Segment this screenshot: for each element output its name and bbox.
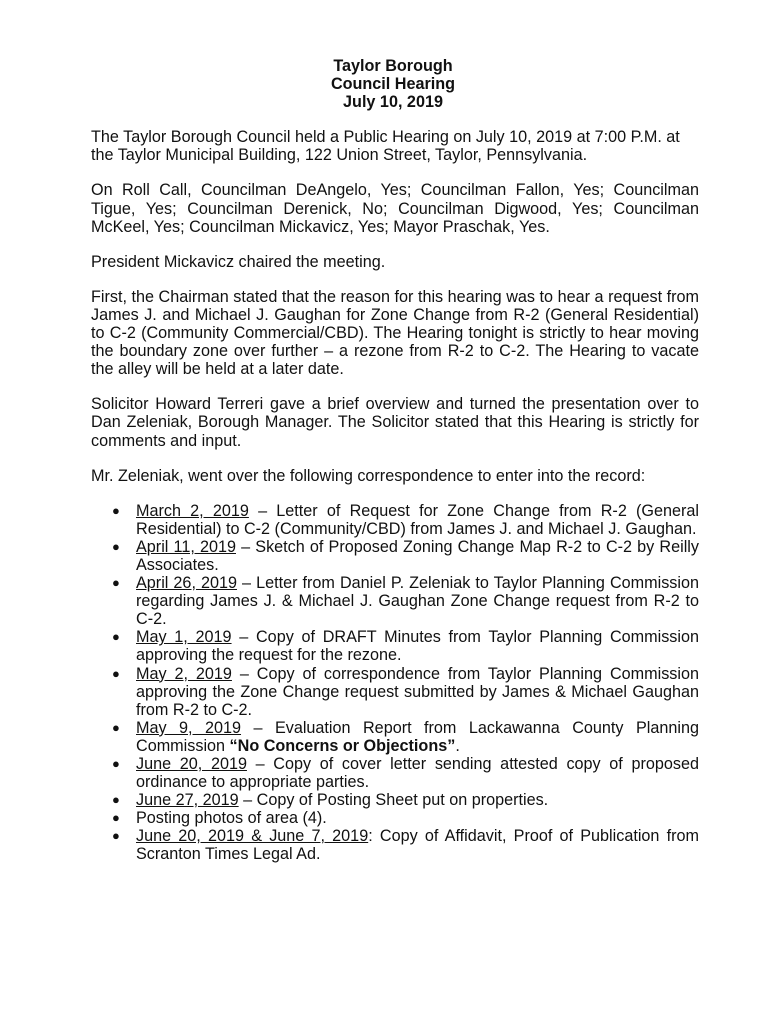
item-text: – Sketch of Proposed Zoning Change Map R-2 to C-2 by Reilly Associates.: [136, 537, 699, 574]
item-text: – Copy of correspondence from Taylor Planning Commission approving the Zone Change request submitted by James & Michael Gaughan from R-2 to C-2.: [136, 664, 699, 719]
item-date: April 26, 2019: [136, 574, 237, 593]
item-date: March 2, 2019: [136, 501, 249, 520]
item-text: : Copy of Affidavit, Proof of Publication from Scranton Times Legal Ad.: [136, 827, 699, 864]
list-item: [91, 574, 699, 628]
bullet-icon: ●: [112, 502, 120, 518]
item-date: June 20, 2019: [136, 755, 247, 773]
title-borough: Taylor Borough: [333, 57, 453, 75]
bullet-icon: ●: [112, 629, 120, 645]
list-item: [91, 538, 699, 574]
bullet-icon: ●: [112, 792, 120, 808]
item-text: – Letter of Request for Zone Change from R-2 (General Residential) to C-2 (Community/CBD) from James J. and Michael J. Gaughan.: [136, 501, 699, 538]
item-text: – Evaluation Report from Lackawanna County Planning Commission: [136, 718, 699, 755]
bullet-icon: ●: [112, 665, 120, 681]
item-date: April 11, 2019: [136, 537, 236, 556]
item-text: – Copy of Posting Sheet put on properties.: [238, 791, 549, 810]
document-title: [87, 57, 699, 111]
item-text: – Letter from Daniel P. Zeleniak to Taylor Planning Commission regarding James J. & Michael J. Gaughan Zone Change request from R-2 to C-2.: [136, 574, 699, 629]
solicitor-paragraph: Solicitor Howard Terreri gave a brief overview and turned the presentation over to Dan Zeleniak, Borough Manager. The Solicitor stated that this Hearing is strictly for comments and input.: [91, 395, 699, 450]
list-item: [91, 809, 699, 827]
document-page: [91, 57, 699, 864]
chair-paragraph: President Mickavicz chaired the meeting.: [91, 252, 386, 271]
bullet-icon: ●: [112, 756, 120, 771]
bullet-icon: ●: [112, 538, 120, 554]
item-date: June 27, 2019: [136, 791, 239, 810]
item-date: May 9, 2019: [136, 718, 242, 737]
item-text: – Copy of DRAFT Minutes from Taylor Planning Commission approving the request for the rezone.: [136, 628, 699, 665]
correspondence-list: [91, 502, 699, 864]
list-item: [91, 755, 699, 791]
item-date: May 1, 2019: [136, 628, 232, 647]
list-item: [91, 827, 699, 863]
correspondence-intro: Mr. Zeleniak, went over the following correspondence to enter into the record:: [91, 466, 646, 485]
list-item: [91, 791, 699, 809]
list-item: [91, 502, 699, 538]
title-date: July 10, 2019: [343, 93, 443, 112]
title-hearing: Council Hearing: [330, 75, 456, 94]
item-text: Posting photos of area (4).: [136, 809, 327, 828]
item-date: June 20, 2019 & June 7, 2019: [136, 827, 369, 846]
roll-call-paragraph: On Roll Call, Councilman DeAngelo, Yes; Councilman Fallon, Yes; Councilman Tigue, Yes; Councilman Derenick, No; Councilman Digwood, Yes; Councilman McKeel, Yes; Councilman Mickavicz, Yes; Mayor Praschak, Yes.: [91, 181, 699, 236]
list-item: [91, 719, 699, 755]
bullet-icon: ●: [112, 719, 120, 735]
bullet-icon: ●: [112, 575, 120, 591]
purpose-paragraph: First, the Chairman stated that the reason for this hearing was to hear a request from James J. and Michael J. Gaughan for Zone Change from R-2 (General Residential) to C-2 (Community Commercial/CBD). The Hearing tonight is strictly to hear moving the boundary zone over further – a rezone from R-2 to C-2. The Hearing to vacate the alley will be held at a later date.: [91, 287, 699, 379]
item-tail: .: [455, 736, 460, 755]
bullet-icon: ●: [112, 828, 120, 844]
bullet-icon: ●: [112, 810, 120, 826]
list-item: [91, 628, 699, 664]
list-item: [91, 665, 699, 719]
item-emphasis: “No Concerns or Objections”: [229, 736, 456, 755]
intro-paragraph: The Taylor Borough Council held a Public Hearing on July 10, 2019 at 7:00 P.M. at the Taylor Municipal Building, 122 Union Street, Taylor, Pennsylvania.: [91, 128, 680, 165]
item-date: May 2, 2019: [136, 664, 232, 683]
item-text: – Copy of cover letter sending attested copy of proposed ordinance to appropriate parties.: [136, 755, 699, 792]
